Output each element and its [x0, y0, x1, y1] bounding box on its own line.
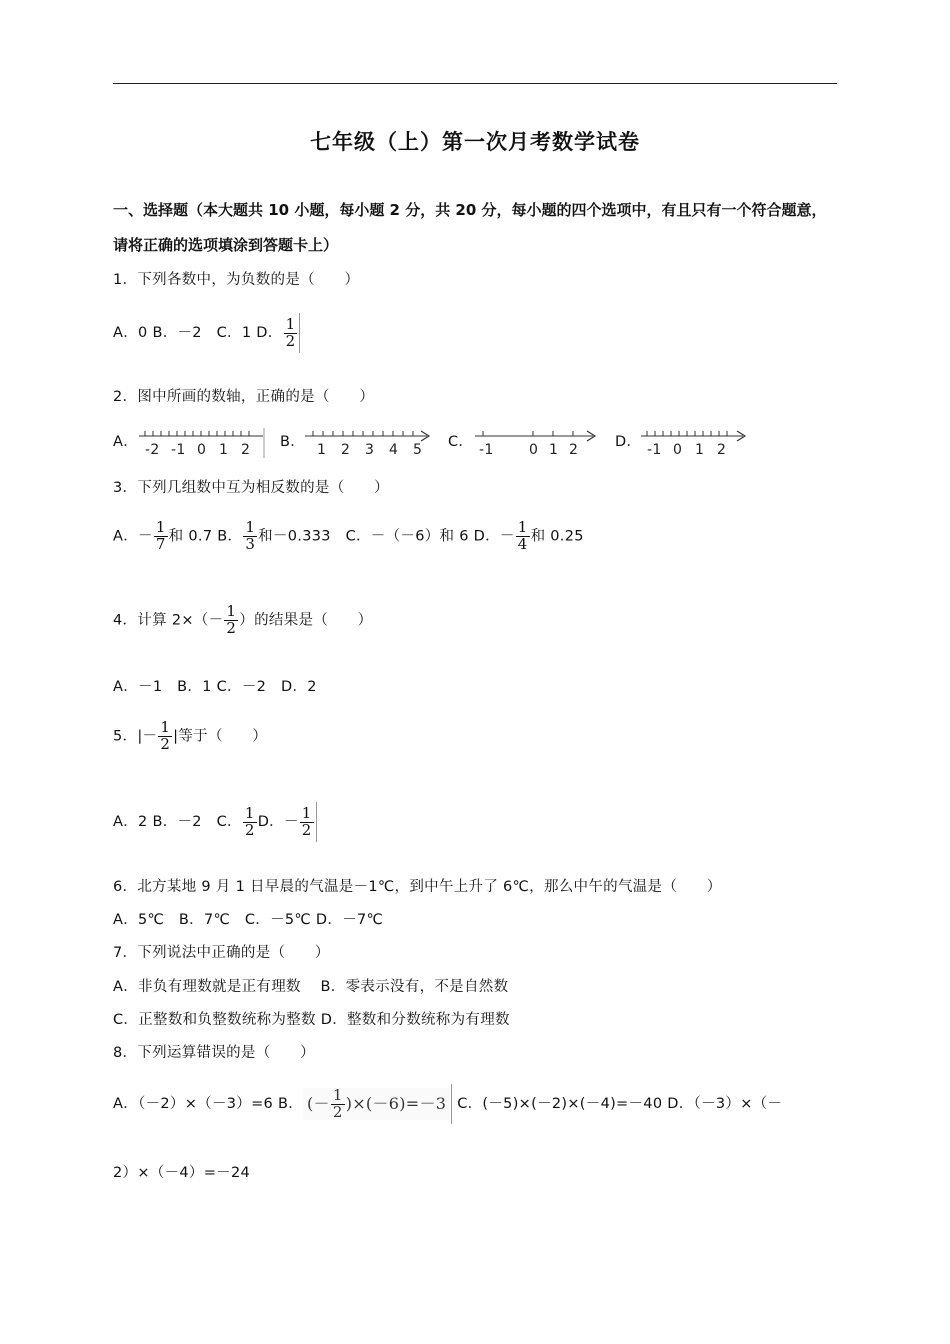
q6-options: A．5℃ B．7℃ C．－5℃ D．－7℃ [113, 912, 384, 928]
axis-d-tick: 0 [673, 442, 683, 458]
q2-axis-d [639, 426, 749, 464]
q5-d-fraction: $\frac{1}{2}$ [301, 803, 312, 839]
q2-label-a: A． [113, 434, 139, 450]
q4-stem [113, 604, 372, 637]
axis-d-tick: -1 [647, 442, 662, 458]
number-line-a [137, 426, 267, 460]
q1-stem: 1．下列各数中，为负数的是（ ） [113, 272, 360, 288]
q8-options [113, 1084, 782, 1124]
axis-b-tick: 3 [365, 442, 375, 458]
q8-rest-text: C．(－5)×(－2)×(－4)=－40 D．（－3）×（－ [452, 1096, 783, 1112]
q7-options-1: A．非负有理数就是正有理数 B．零表示没有，不是自然数 [113, 979, 509, 995]
axis-c-tick: 1 [549, 442, 559, 458]
q2-axis-b [303, 426, 435, 464]
q8-b-equation: (－ $\frac{1}{2}$ )×(－6)=－3 [303, 1088, 450, 1121]
q3-b-fraction: $\frac{1}{3}$ [245, 518, 256, 553]
axis-b-tick: 2 [341, 442, 351, 458]
q4-suffix: ）的结果是（ ） [239, 612, 373, 629]
q7-options-2: C．正整数和负整数统称为整数 D．整数和分数统称为有理数 [113, 1012, 510, 1028]
q4-options: A．－1 B．1 C．－2 D．2 [113, 679, 317, 695]
axis-c-tick: -1 [479, 442, 494, 458]
axis-d-tick: 2 [717, 442, 727, 458]
axis-b-tick: 5 [413, 442, 423, 458]
q8-options-line2: 2）×（－4）=－24 [113, 1165, 250, 1181]
q7-stem: 7．下列说法中正确的是（ ） [113, 945, 330, 961]
q8-a-text: A．（－2）×（－3）=6 B． [113, 1096, 303, 1112]
number-line-c [473, 426, 601, 460]
axis-a-tick: 2 [241, 442, 251, 458]
q1-options [113, 313, 300, 353]
q8-b-fraction: $\frac{1}{2}$ [332, 1085, 343, 1121]
q3-a-suffix: 和 0.7 B． [168, 528, 243, 545]
header-rule [113, 83, 837, 84]
q3-b-suffix: 和－0.333 C．－（－6）和 6 D．－ [258, 528, 515, 545]
q1-divider [299, 313, 300, 353]
q6-stem: 6．北方某地 9 月 1 日早晨的气温是－1℃，到中午上升了 6℃，那么中午的气温是（ ） [113, 879, 722, 895]
axis-a-tick: 1 [219, 442, 229, 458]
q1-options-text: A．0 B．－2 C．1 D． [113, 325, 283, 341]
q5-c-fraction: $\frac{1}{2}$ [244, 803, 255, 839]
section-heading-line2: 请将正确的选项填涂到答题卡上） [113, 236, 339, 254]
q5-suffix: |等于（ ） [173, 728, 268, 745]
axis-c-tick: 0 [529, 442, 539, 458]
q3-d-fraction: $\frac{1}{4}$ [517, 518, 528, 553]
q4-fraction: $\frac{1}{2}$ [226, 602, 237, 637]
q2-axis-c [473, 426, 601, 464]
q1-d-fraction: $\frac{1}{2}$ [285, 314, 296, 350]
q3-stem: 3．下列几组数中互为相反数的是（ ） [113, 480, 389, 496]
q3-a-prefix: A．－ [113, 528, 153, 545]
axis-b-tick: 4 [389, 442, 399, 458]
q5-options [113, 802, 317, 842]
axis-a-tick: -1 [171, 442, 186, 458]
q3-d-suffix: 和 0.25 [530, 528, 584, 545]
q2-label-b: B． [280, 434, 306, 450]
q2-axis-a [137, 426, 267, 464]
q5-divider [316, 802, 317, 842]
q2-label-d: D． [615, 434, 642, 450]
page-title: 七年级（上）第一次月考数学试卷 [310, 130, 640, 154]
axis-d-tick: 1 [695, 442, 705, 458]
q8-stem: 8．下列运算错误的是（ ） [113, 1045, 315, 1061]
q5-d-prefix: D．－ [257, 814, 299, 830]
q2-label-c: C． [448, 434, 474, 450]
axis-c-tick: 2 [569, 442, 579, 458]
q5-options-prefix: A．2 B．－2 C． [113, 814, 242, 830]
number-line-d [639, 426, 749, 460]
axis-a-tick: -2 [145, 442, 160, 458]
q5-prefix: 5．|－ [113, 728, 158, 745]
section-heading-line1: 一、选择题（本大题共 10 小题，每小题 2 分，共 20 分，每小题的四个选项中，有且只有一个符合题意， [113, 201, 827, 219]
number-line-b [303, 426, 435, 460]
q3-options [113, 520, 584, 553]
q4-prefix: 4．计算 2×（－ [113, 612, 224, 629]
q5-stem [113, 720, 267, 753]
axis-a-tick: 0 [197, 442, 207, 458]
q5-fraction: $\frac{1}{2}$ [160, 718, 171, 753]
q3-a-fraction: $\frac{1}{7}$ [155, 518, 166, 553]
axis-b-tick: 1 [317, 442, 327, 458]
q2-stem: 2．图中所画的数轴，正确的是（ ） [113, 389, 375, 405]
